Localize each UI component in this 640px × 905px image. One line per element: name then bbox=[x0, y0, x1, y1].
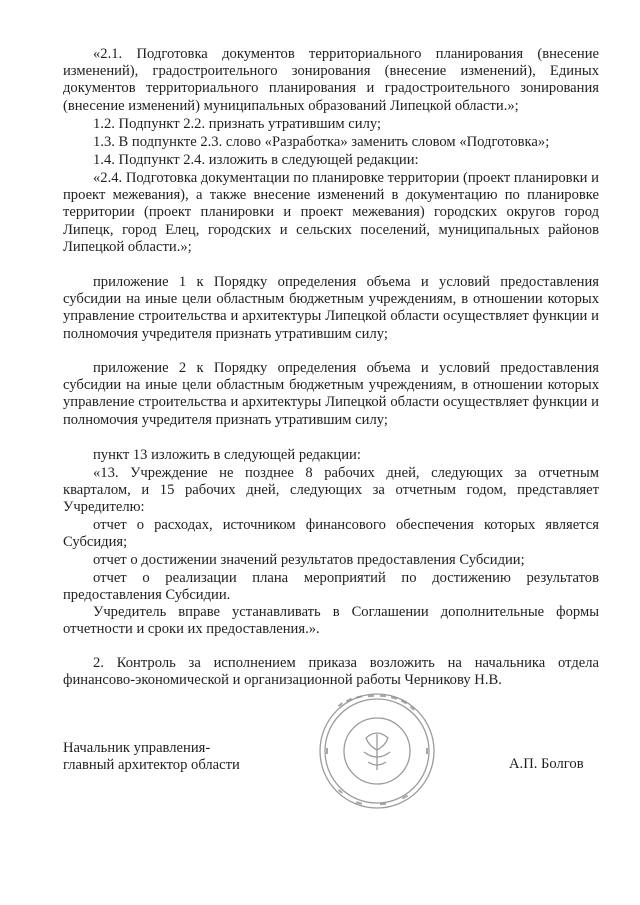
paragraph-13-text: «13. Учреждение не позднее 8 рабочих дней, следующих за отчетным кварталом, и 15 рабочих дней, следующих за отчетным годом, представляет Учредителю: bbox=[63, 465, 599, 516]
official-stamp bbox=[316, 690, 438, 812]
signatory-name: А.П. Болгов bbox=[509, 756, 584, 772]
paragraph-1-3: 1.3. В подпункте 2.3. слово «Разработка» заменить словом «Подготовка»; bbox=[93, 134, 550, 150]
paragraph-appendix-2: приложение 2 к Порядку определения объема и условий предоставления субсидии на иные цели областным бюджетным учреждениям, в отношении которых управление строительства и архитектуры Липецкой области осуществляет функции и полномочия учредителя признать утратившим силу; bbox=[63, 360, 599, 428]
paragraph-control: 2. Контроль за исполнением приказа возложить на начальника отдела финансово-экономической и организационной работы Черникову Н.В. bbox=[63, 655, 599, 689]
paragraph-founder-rights: Учредитель вправе устанавливать в Соглашении дополнительные формы отчетности и сроки их предоставления.». bbox=[63, 604, 599, 638]
paragraph-1-4: 1.4. Подпункт 2.4. изложить в следующей редакции: bbox=[93, 152, 419, 168]
signatory-position-line2: главный архитектор области bbox=[63, 757, 240, 774]
paragraph-2-4: «2.4. Подготовка документации по планировке территории (проект планировки и проект межевания), а также внесение изменений в документацию по планировке территории (проект планировки и проект межевания) городских округов город Липецк, город Елец, городских и сельских поселений, муниципальных районов Липецкой области.»; bbox=[63, 170, 599, 255]
signatory-position-line1: Начальник управления- bbox=[63, 740, 211, 756]
paragraph-report-results: отчет о достижении значений результатов предоставления Субсидии; bbox=[93, 552, 525, 568]
paragraph-report-plan: отчет о реализации плана мероприятий по достижению результатов предоставления Субсидии. bbox=[63, 570, 599, 604]
signatory-position bbox=[63, 740, 323, 774]
paragraph-appendix-1: приложение 1 к Порядку определения объема и условий предоставления субсидии на иные цели областным бюджетным учреждениям, в отношении которых управление строительства и архитектуры Липецкой области осуществляет функции и полномочия учредителя признать утратившим силу; bbox=[63, 274, 599, 342]
paragraph-report-expenses: отчет о расходах, источником финансового обеспечения которых является Субсидия; bbox=[63, 517, 599, 551]
paragraph-2-1: «2.1. Подготовка документов территориального планирования (внесение изменений), градостроительного зонирования (внесение изменений), Единых документов территориального планирования и градостроительного зонирования (внесение изменений) муниципальных образований Липецкой области.»; bbox=[63, 46, 599, 114]
paragraph-point-13: пункт 13 изложить в следующей редакции: bbox=[93, 447, 361, 463]
paragraph-1-2: 1.2. Подпункт 2.2. признать утратившим силу; bbox=[93, 116, 382, 132]
